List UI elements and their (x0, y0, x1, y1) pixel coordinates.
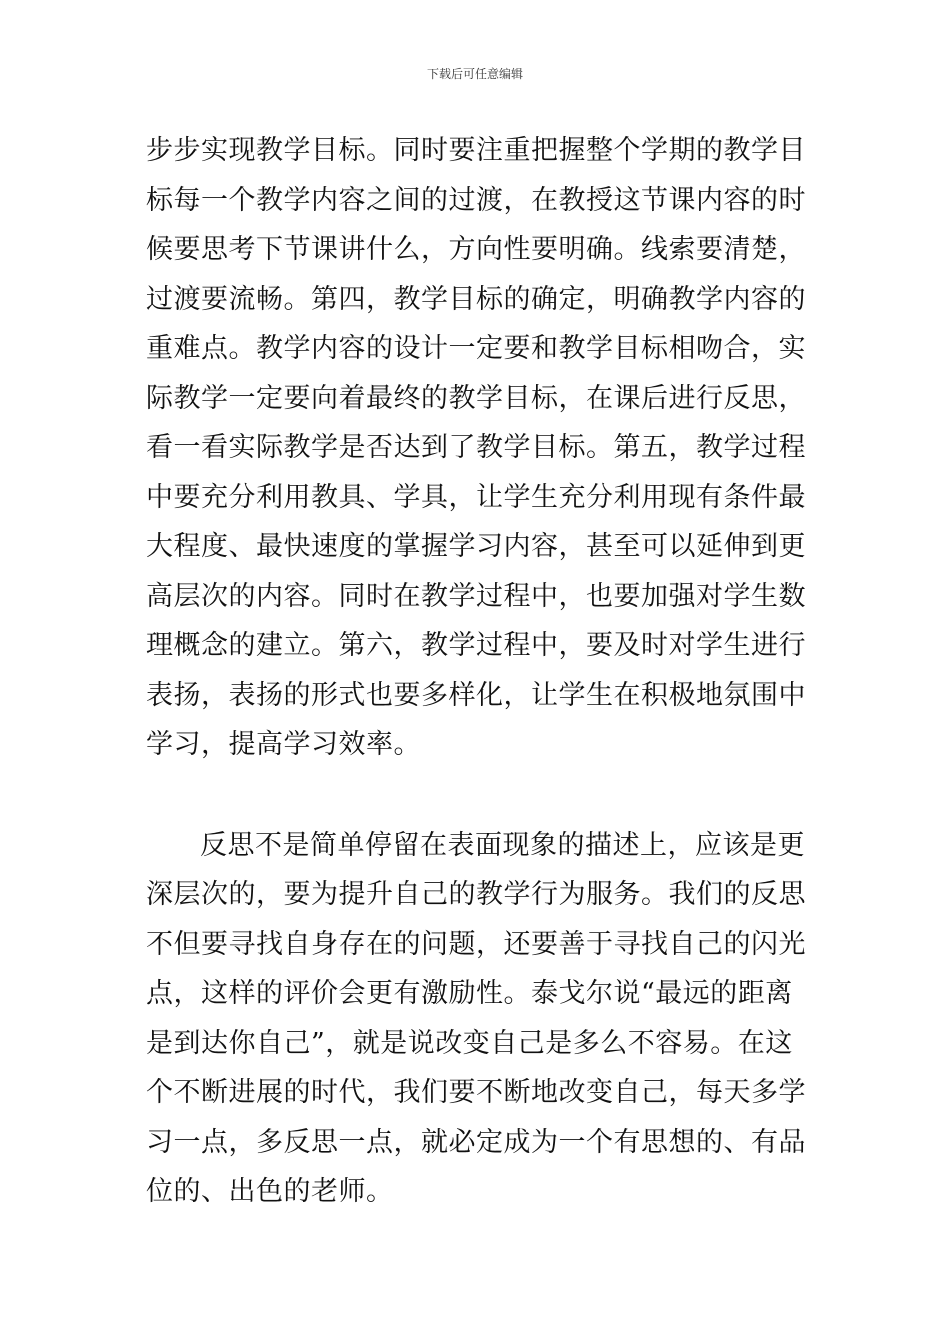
paragraph-2: 反思不是简单停留在表面现象的描述上，应该是更深层次的，要为提升自己的教学行为服务。我们的反思不但要寻找自身存在的问题，还要善于寻找自己的闪光点，这样的评价会更有激励性。泰戈尔说“最远的距离是到达你自己”，就是说改变自己是多么不容易。在这个不断进展的时代，我们要不断地改变自己，每天多学习一点，多反思一点，就必定成为一个有思想的、有品位的、出色的老师。 (146, 829, 806, 1207)
paragraph-1: 步步实现教学目标。同时要注重把握整个学期的教学目标每一个教学内容之间的过渡，在教授这节课内容的时候要思考下节课讲什么，方向性要明确。线索要清楚，过渡要流畅。第四，教学目标的确定，明确教学内容的重难点。教学内容的设计一定要和教学目标相吻合，实际教学一定要向着最终的教学目标，在课后进行反思，看一看实际教学是否达到了教学目标。第五，教学过程中要充分利用教具、学具，让学生充分利用现有条件最大程度、最快速度的掌握学习内容，甚至可以延伸到更高层次的内容。同时在教学过程中，也要加强对学生数理概念的建立。第六，教学过程中，要及时对学生进行表扬，表扬的形式也要多样化，让学生在积极地氛围中学习，提高学习效率。 (146, 135, 806, 760)
page-header-note: 下载后可任意编辑 (426, 67, 523, 81)
document-body (146, 126, 808, 1217)
